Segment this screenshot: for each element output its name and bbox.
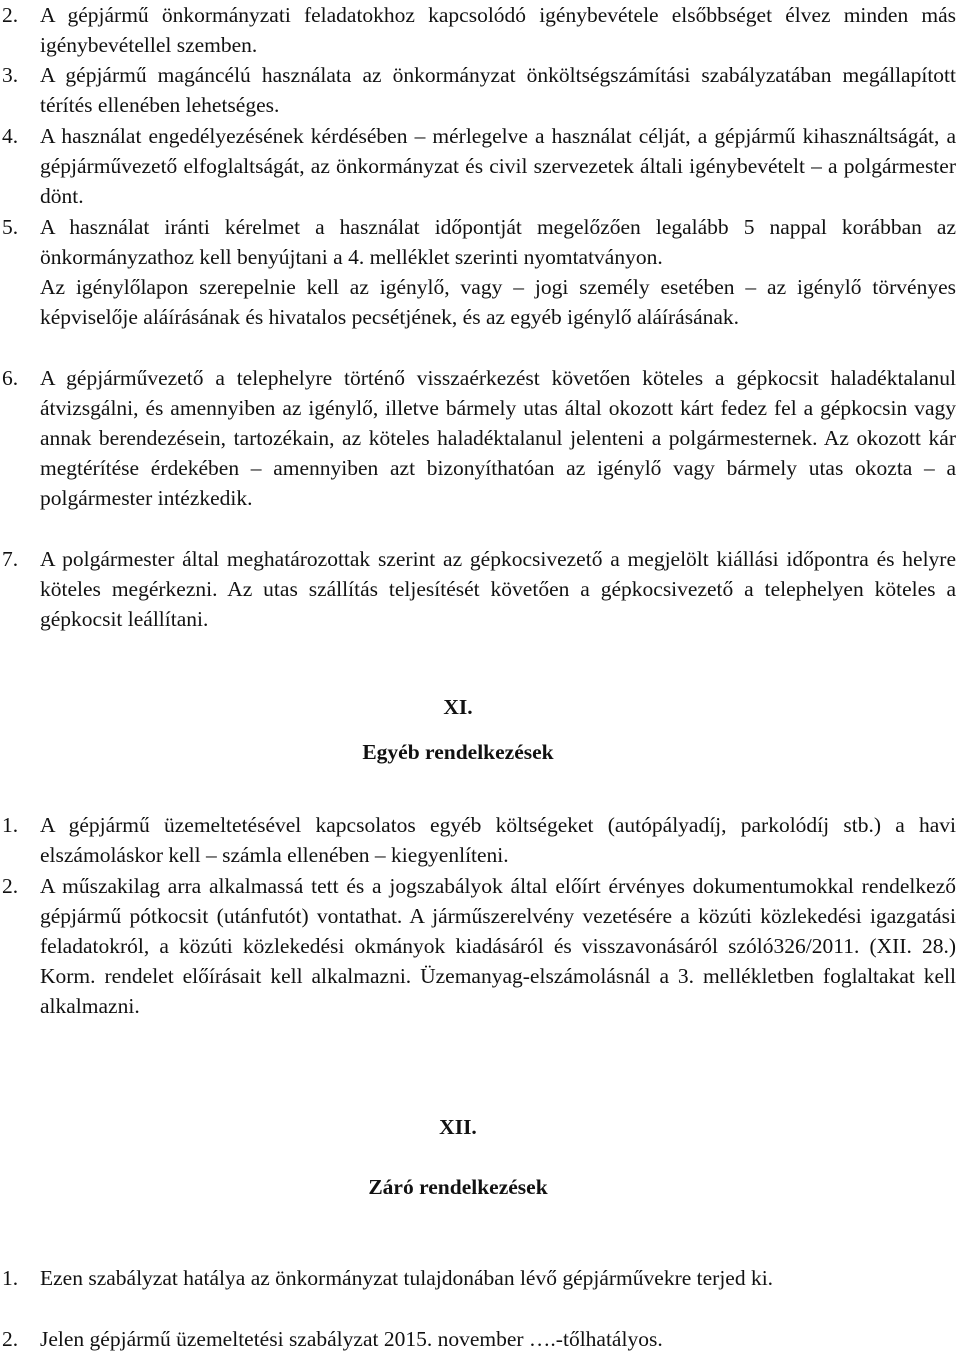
- section-title: Egyéb rendelkezések: [362, 740, 554, 764]
- section-number: XII.: [439, 1115, 477, 1139]
- item-text: A gépjármű magáncélú használata az önkormányzat önköltségszámítási szabályzatában megállapított térítés ellenében lehetséges.: [40, 63, 956, 117]
- item-number: 1.: [2, 1266, 19, 1290]
- list-item: [0, 0, 956, 60]
- item-text: Az igénylőlapon szerepelnie kell az igénylő, vagy – jogi személy esetében – az igénylő törvényes képviselője aláírásának és hivatalos pecsétjének, és az egyéb igénylő aláírásának.: [40, 275, 956, 329]
- item-number: 4.: [2, 124, 19, 148]
- list-item: [0, 272, 956, 332]
- list-item: [0, 810, 956, 870]
- section-number: XI.: [443, 695, 473, 719]
- item-number: 2.: [2, 3, 19, 27]
- list-item: [0, 121, 956, 211]
- item-text: A gépjármű önkormányzati feladatokhoz kapcsolódó igénybevétele elsőbbséget élvez minden más igénybevétellel szemben.: [40, 3, 956, 57]
- list-item: [0, 871, 956, 1021]
- list-item: [0, 1263, 956, 1293]
- item-number: 1.: [2, 813, 19, 837]
- item-number: 2.: [2, 1327, 19, 1351]
- section-title: Záró rendelkezések: [368, 1175, 548, 1199]
- list-item: [0, 60, 956, 120]
- item-text: A gépjármű üzemeltetésével kapcsolatos egyéb költségeket (autópályadíj, parkolódíj stb.) a havi elszámoláskor kell – számla ellenében – kiegyenlíteni.: [40, 813, 956, 867]
- item-text: A polgármester által meghatározottak szerint az gépkocsivezető a megjelölt kiállási időpontra és helyre köteles megérkezni. Az utas szállítás teljesítését követően a gépkocsivezető a telephelyen köteles a gépkocsit leállítani.: [40, 547, 956, 631]
- list-item: [0, 1324, 956, 1354]
- item-number: 7.: [2, 547, 19, 571]
- item-text: A gépjárművezető a telephelyre történő visszaérkezést követően köteles a gépkocsit haladéktalanul átvizsgálni, és amennyiben az igénylő, illetve bármely utas által okozott kárt fedez fel a gépkocsin vagy annak berendezésein, tartozékain, az köteles haladéktalanul jelenteni a polgármesternek. Az okozott kár megtérítése érdekében – amennyiben azt bizonyíthatóan az igénylő vagy bármely utas okozta – a polgármester intézkedik.: [40, 366, 956, 510]
- item-text: A használat iránti kérelmet a használat időpontját megelőzően legalább 5 nappal korábban az önkormányzathoz kell benyújtani a 4. melléklet szerinti nyomtatványon.: [40, 215, 956, 269]
- list-item: [0, 212, 956, 272]
- list-item: [0, 544, 956, 634]
- list-item: [0, 363, 956, 513]
- item-text: A műszakilag arra alkalmassá tett és a jogszabályok által előírt érvényes dokumentumokkal rendelkező gépjármű pótkocsit (utánfutót) vontathat. A járműszerelvény vezetésére a közúti közlekedési igazgatási feladatokról, a közúti közlekedési okmányok kiadásáról és visszavonásáról szóló326/2011. (XII. 28.) Korm. rendelet előírásait kell alkalmazni. Üzemanyag-elszámolásnál a 3. mellékletben foglaltakat kell alkalmazni.: [40, 874, 956, 1018]
- item-text: Ezen szabályzat hatálya az önkormányzat tulajdonában lévő gépjárművekre terjed ki.: [40, 1266, 774, 1290]
- item-text: Jelen gépjármű üzemeltetési szabályzat 2015. november ….-tőlhatályos.: [40, 1327, 663, 1351]
- item-number: 2.: [2, 874, 19, 898]
- item-number: 3.: [2, 63, 19, 87]
- item-number: 5.: [2, 215, 19, 239]
- item-number: 6.: [2, 366, 19, 390]
- item-text: A használat engedélyezésének kérdésében – mérlegelve a használat célját, a gépjármű kihasználtságát, a gépjárművezető elfoglaltságát, az önkormányzat és civil szervezetek általi igénybevételt – a polgármester dönt.: [40, 124, 956, 208]
